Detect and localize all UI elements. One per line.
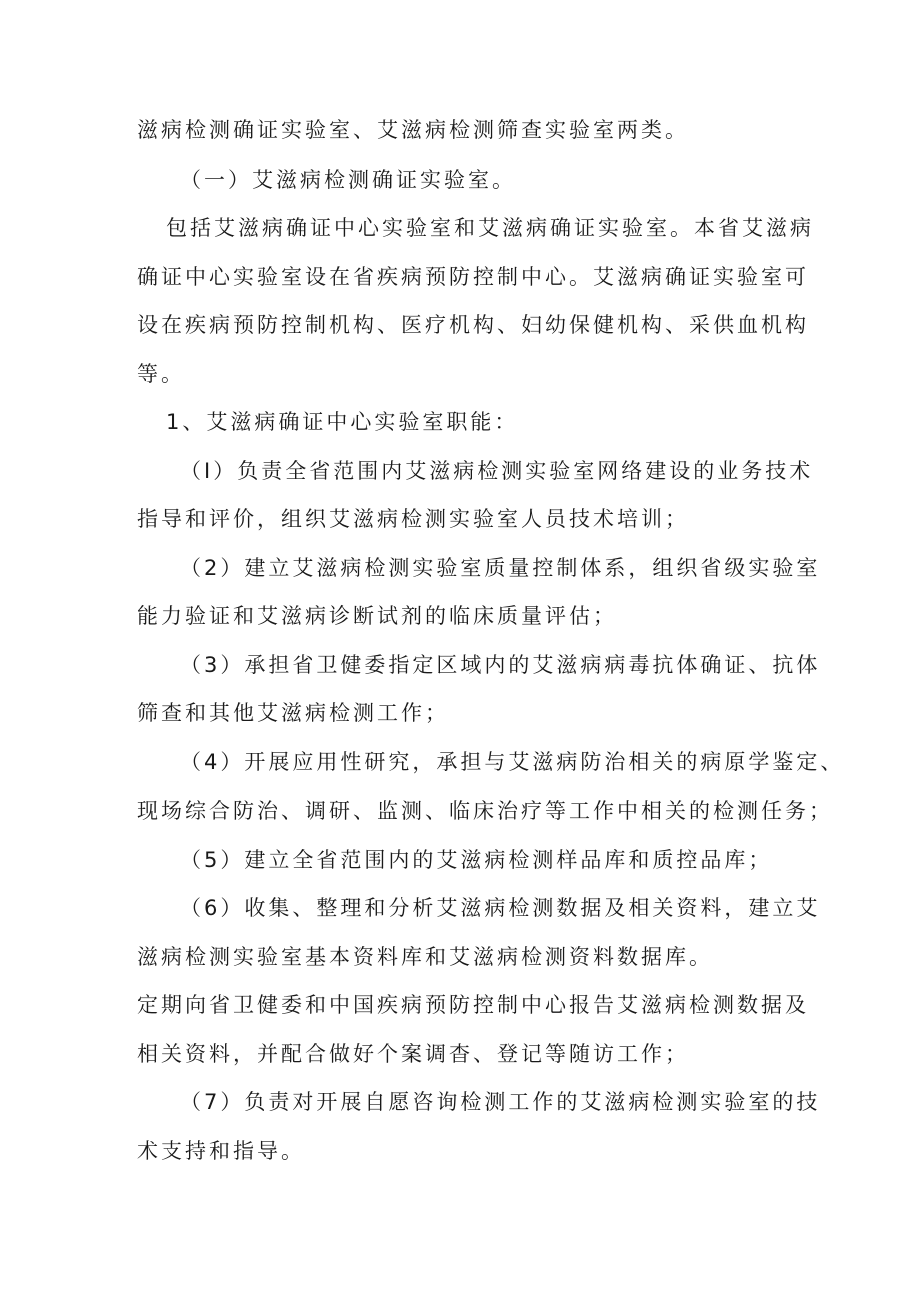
text-line: 现场综合防治、调研、监测、临床治疗等工作中相关的检测任务； <box>137 799 833 823</box>
text-line: （7）负责对开展自愿咨询检测工作的艾滋病检测实验室的技 <box>180 1090 821 1114</box>
text-line: 相关资料，并配合做好个案调杳、登记等随访工作； <box>137 1042 689 1066</box>
text-line: 设在疾病预防控制机构、医疗机构、妇幼保健机构、采供血机构 <box>137 313 809 337</box>
text-line: 能力验证和艾滋病诊断试剂的临床质量评估； <box>137 604 617 628</box>
text-line: 滋病检测实验室基本资料库和艾滋病检测资料数据库。 <box>137 945 713 969</box>
text-line: 指导和评价，组织艾滋病检测实验室人员技术培训； <box>137 507 689 531</box>
text-line: （2）建立艾滋病检测实验室质量控制体系，组织省级实验室 <box>180 556 821 580</box>
text-line: 等。 <box>137 362 185 386</box>
text-line: 包括艾滋病确证中心实验室和艾滋病确证实验室。本省艾滋病 <box>166 216 814 240</box>
subsection-heading: 1、艾滋病确证中心实验室职能： <box>166 410 519 434</box>
text-line: （6）收集、整理和分析艾滋病检测数据及相关资料，建立艾 <box>180 896 821 920</box>
text-line: （4）开展应用性研究，承担与艾滋病防治相关的病原学鉴定、 <box>180 750 845 774</box>
text-line: 滋病检测确证实验室、艾滋病检测筛查实验室两类。 <box>137 118 689 142</box>
text-line: （I）负责全省范围内艾滋病检测实验室网络建设的业务技术 <box>180 459 814 483</box>
text-line: （5）建立全省范围内的艾滋病检测样品库和质控品库； <box>180 848 773 872</box>
text-line: 确证中心实验室设在省疾病预防控制中心。艾滋病确证实验室可 <box>137 265 809 289</box>
section-heading: （一）艾滋病检测确证实验室。 <box>180 168 516 192</box>
text-line: 术支持和指导。 <box>137 1139 305 1163</box>
text-line: （3）承担省卫健委指定区域内的艾滋病病毒抗体确证、抗体 <box>180 653 821 677</box>
text-line: 筛查和其他艾滋病检测工作； <box>137 701 449 725</box>
text-line: 定期向省卫健委和中国疾病预防控制中心报告艾滋病检测数据及 <box>137 993 809 1017</box>
